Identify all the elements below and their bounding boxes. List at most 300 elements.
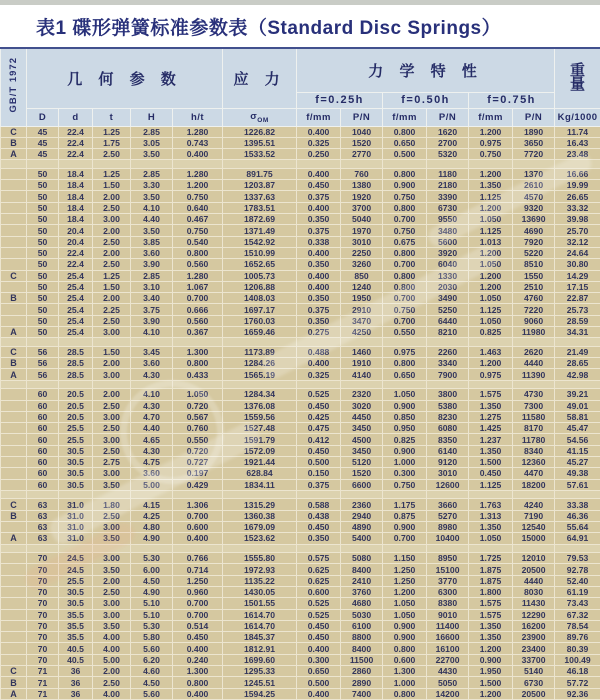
- value-cell: 7900: [427, 369, 469, 380]
- series-label-cell: [1, 586, 27, 597]
- value-cell: 0.412: [297, 434, 341, 445]
- value-cell: 1950: [341, 293, 383, 304]
- table-row: [1, 522, 600, 533]
- value-cell: 1.200: [469, 281, 513, 292]
- value-cell: 0.467: [173, 214, 223, 225]
- value-cell: 3.50: [131, 191, 173, 202]
- value-cell: 14200: [427, 688, 469, 699]
- value-cell: 1.725: [469, 553, 513, 564]
- value-cell: 5.10: [131, 609, 173, 620]
- series-label-cell: [1, 168, 27, 179]
- series-label-cell: A: [1, 688, 27, 699]
- series-label-cell: C: [1, 270, 27, 281]
- value-cell: 22.4: [59, 126, 93, 137]
- value-cell: 20.4: [59, 225, 93, 236]
- table-row: [1, 180, 600, 191]
- table-row: [1, 564, 600, 575]
- value-cell: 6.20: [131, 654, 173, 665]
- col-sigma: $\sigma_{OM}$: [223, 108, 297, 126]
- value-cell: 2.50: [93, 259, 131, 270]
- series-label-cell: [1, 191, 27, 202]
- value-cell: 1.875: [469, 575, 513, 586]
- series-label-cell: [1, 236, 27, 247]
- value-cell: 0.400: [173, 688, 223, 699]
- value-cell: 0.438: [297, 510, 341, 521]
- value-cell: 0.900: [383, 632, 427, 643]
- value-cell: 0.900: [383, 620, 427, 631]
- col-d: d: [59, 108, 93, 126]
- value-cell: 20.5: [59, 389, 93, 400]
- value-cell: 0.350: [297, 293, 341, 304]
- header-deflection-025h: f=0.25h: [297, 92, 383, 108]
- value-cell: 1.125: [469, 191, 513, 202]
- value-cell: 4.70: [131, 411, 173, 422]
- value-cell: 18.4: [59, 168, 93, 179]
- value-cell: 1.200: [173, 180, 223, 191]
- value-cell: 2.50: [93, 149, 131, 160]
- value-cell: 0.750: [383, 225, 427, 236]
- value-cell: 25.4: [59, 270, 93, 281]
- group-separator-row: [1, 160, 600, 169]
- value-cell: 50: [27, 259, 59, 270]
- value-cell: 0.425: [297, 411, 341, 422]
- value-cell: 0.900: [383, 400, 427, 411]
- value-cell: 2.85: [131, 126, 173, 137]
- value-cell: 70: [27, 598, 59, 609]
- group-separator-row: [1, 338, 600, 347]
- value-cell: 0.450: [469, 468, 513, 479]
- value-cell: 1.25: [93, 168, 131, 179]
- value-cell: 3.00: [93, 598, 131, 609]
- col-p1: P/N: [341, 108, 383, 126]
- value-cell: 26.65: [555, 191, 600, 202]
- value-cell: 0.450: [297, 522, 341, 533]
- value-cell: 1.313: [469, 510, 513, 521]
- value-cell: 2030: [427, 281, 469, 292]
- value-cell: 79.53: [555, 553, 600, 564]
- col-h-t: h/t: [173, 108, 223, 126]
- value-cell: 7190: [513, 510, 555, 521]
- value-cell: 2.00: [93, 358, 131, 369]
- value-cell: 1380: [341, 180, 383, 191]
- value-cell: 0.400: [297, 643, 341, 654]
- value-cell: 1206.88: [223, 281, 297, 292]
- value-cell: 0.700: [383, 259, 427, 270]
- value-cell: 1.200: [469, 202, 513, 213]
- value-cell: 1173.89: [223, 346, 297, 357]
- group-separator-row: [1, 380, 600, 389]
- value-cell: 24.5: [59, 564, 93, 575]
- value-cell: 3.85: [131, 236, 173, 247]
- value-cell: 8030: [513, 586, 555, 597]
- value-cell: 4.00: [93, 688, 131, 699]
- series-label-cell: [1, 423, 27, 434]
- value-cell: 1760.03: [223, 315, 297, 326]
- value-cell: 33.32: [555, 202, 600, 213]
- value-cell: 6730: [513, 677, 555, 688]
- value-cell: 4760: [513, 293, 555, 304]
- value-cell: 9320: [513, 202, 555, 213]
- value-cell: 3.30: [131, 180, 173, 191]
- value-cell: 16600: [427, 632, 469, 643]
- value-cell: 2.00: [93, 389, 131, 400]
- value-cell: 1315.29: [223, 499, 297, 510]
- table-row: [1, 643, 600, 654]
- value-cell: 11.74: [555, 126, 600, 137]
- value-cell: 0.400: [297, 270, 341, 281]
- value-cell: 4440: [513, 575, 555, 586]
- value-cell: 73.43: [555, 598, 600, 609]
- value-cell: 0.197: [173, 468, 223, 479]
- value-cell: 1370: [513, 168, 555, 179]
- value-cell: 50: [27, 168, 59, 179]
- series-label-cell: [1, 522, 27, 533]
- value-cell: 1.125: [469, 479, 513, 490]
- value-cell: 45: [27, 149, 59, 160]
- header-deflection-075h: f=0.75h: [469, 92, 555, 108]
- value-cell: 1591.79: [223, 434, 297, 445]
- value-cell: 3010: [341, 236, 383, 247]
- value-cell: 0.400: [297, 688, 341, 699]
- value-cell: 0.525: [297, 389, 341, 400]
- value-cell: 30.5: [59, 445, 93, 456]
- series-label-cell: [1, 632, 27, 643]
- value-cell: 3.75: [131, 304, 173, 315]
- value-cell: 0.600: [297, 586, 341, 597]
- value-cell: 1.80: [93, 499, 131, 510]
- series-label-cell: [1, 180, 27, 191]
- value-cell: 0.800: [383, 202, 427, 213]
- value-cell: 23.48: [555, 149, 600, 160]
- value-cell: 1.067: [173, 281, 223, 292]
- value-cell: 1.200: [469, 358, 513, 369]
- value-cell: 60: [27, 434, 59, 445]
- col-f2: f/mm: [383, 108, 427, 126]
- series-label-cell: B: [1, 358, 27, 369]
- value-cell: 1510.99: [223, 247, 297, 258]
- value-cell: 1430.05: [223, 586, 297, 597]
- value-cell: 40.5: [59, 654, 93, 665]
- value-cell: 28.59: [555, 315, 600, 326]
- value-cell: 6100: [341, 620, 383, 631]
- value-cell: 4570: [513, 191, 555, 202]
- value-cell: 50: [27, 281, 59, 292]
- col-H: H: [131, 108, 173, 126]
- value-cell: 1.280: [173, 126, 223, 137]
- value-cell: 63: [27, 499, 59, 510]
- value-cell: 1697.17: [223, 304, 297, 315]
- value-cell: 850: [341, 270, 383, 281]
- value-cell: 0.240: [173, 654, 223, 665]
- value-cell: 1.125: [469, 225, 513, 236]
- value-cell: 1.350: [469, 445, 513, 456]
- value-cell: 0.950: [383, 423, 427, 434]
- value-cell: 2.50: [93, 202, 131, 213]
- value-cell: 1408.03: [223, 293, 297, 304]
- value-cell: 0.800: [173, 247, 223, 258]
- value-cell: 78.54: [555, 620, 600, 631]
- series-label-cell: [1, 598, 27, 609]
- value-cell: 36: [59, 666, 93, 677]
- value-cell: 3700: [341, 202, 383, 213]
- value-cell: 1.050: [469, 533, 513, 544]
- table-row: [1, 304, 600, 315]
- header-weight-line2: 量: [570, 76, 586, 94]
- value-cell: 1.200: [469, 247, 513, 258]
- value-cell: 9550: [427, 214, 469, 225]
- value-cell: 1.237: [469, 434, 513, 445]
- value-cell: 25.5: [59, 575, 93, 586]
- value-cell: 8800: [341, 632, 383, 643]
- value-cell: 1.50: [93, 346, 131, 357]
- value-cell: 0.500: [297, 677, 341, 688]
- value-cell: 1245.51: [223, 677, 297, 688]
- series-label-cell: [1, 281, 27, 292]
- value-cell: 3.05: [131, 137, 173, 148]
- value-cell: 2.50: [93, 236, 131, 247]
- value-cell: 2.50: [93, 445, 131, 456]
- value-cell: 0.600: [383, 654, 427, 665]
- group-separator-row: [1, 490, 600, 499]
- table-row: [1, 225, 600, 236]
- value-cell: 1.500: [469, 677, 513, 688]
- value-cell: 0.750: [469, 149, 513, 160]
- value-cell: 1614.70: [223, 620, 297, 631]
- value-cell: 1620: [427, 126, 469, 137]
- value-cell: 1920: [341, 191, 383, 202]
- value-cell: 0.800: [383, 270, 427, 281]
- value-cell: 11430: [513, 598, 555, 609]
- value-cell: 22700: [427, 654, 469, 665]
- value-cell: 1040: [341, 126, 383, 137]
- value-cell: 50: [27, 202, 59, 213]
- value-cell: 5.60: [131, 643, 173, 654]
- series-label-cell: C: [1, 666, 27, 677]
- value-cell: 3450: [341, 423, 383, 434]
- value-cell: 5120: [341, 457, 383, 468]
- value-cell: 12600: [427, 479, 469, 490]
- value-cell: 0.560: [173, 315, 223, 326]
- value-cell: 8950: [427, 553, 469, 564]
- value-cell: 25.70: [555, 225, 600, 236]
- value-cell: 0.575: [297, 553, 341, 564]
- value-cell: 4.10: [131, 389, 173, 400]
- value-cell: 0.150: [297, 468, 341, 479]
- value-cell: 3.00: [93, 411, 131, 422]
- value-cell: 1.350: [469, 180, 513, 191]
- value-cell: 4.50: [131, 677, 173, 688]
- value-cell: 60: [27, 400, 59, 411]
- value-cell: 1.250: [383, 575, 427, 586]
- value-cell: 70: [27, 620, 59, 631]
- value-cell: 20500: [513, 688, 555, 699]
- value-cell: 61.19: [555, 586, 600, 597]
- value-cell: 1910: [341, 358, 383, 369]
- value-cell: 0.350: [297, 315, 341, 326]
- table-row: [1, 586, 600, 597]
- value-cell: 0.450: [297, 445, 341, 456]
- value-cell: 71: [27, 666, 59, 677]
- standard-code-label: GB/T 1972: [7, 57, 19, 113]
- value-cell: 0.700: [383, 315, 427, 326]
- value-cell: 4500: [341, 434, 383, 445]
- value-cell: 1371.49: [223, 225, 297, 236]
- value-cell: 1.350: [469, 522, 513, 533]
- value-cell: 3010: [427, 468, 469, 479]
- value-cell: 45.47: [555, 423, 600, 434]
- value-cell: 6600: [341, 479, 383, 490]
- value-cell: 1.200: [469, 168, 513, 179]
- value-cell: 0.375: [297, 225, 341, 236]
- value-cell: 1594.25: [223, 688, 297, 699]
- value-cell: 2.50: [93, 423, 131, 434]
- value-cell: 0.650: [383, 137, 427, 148]
- value-cell: 3.10: [131, 281, 173, 292]
- value-cell: 1360.38: [223, 510, 297, 521]
- value-cell: 4.80: [131, 522, 173, 533]
- series-label-cell: A: [1, 533, 27, 544]
- value-cell: 1.950: [469, 666, 513, 677]
- value-cell: 0.475: [297, 423, 341, 434]
- value-cell: 8340: [513, 445, 555, 456]
- value-cell: 1.50: [93, 281, 131, 292]
- value-cell: 0.750: [383, 304, 427, 315]
- value-cell: 0.600: [173, 522, 223, 533]
- value-cell: 4430: [427, 666, 469, 677]
- table-row: [1, 666, 600, 677]
- value-cell: 2180: [427, 180, 469, 191]
- value-cell: 20.5: [59, 411, 93, 422]
- value-cell: 2620: [513, 346, 555, 357]
- value-cell: 1542.92: [223, 236, 297, 247]
- value-cell: 2610: [513, 180, 555, 191]
- value-cell: 0.450: [297, 620, 341, 631]
- value-cell: 3.00: [93, 369, 131, 380]
- value-cell: 45: [27, 126, 59, 137]
- value-cell: 1.25: [93, 270, 131, 281]
- value-cell: 50: [27, 293, 59, 304]
- value-cell: 50: [27, 247, 59, 258]
- value-cell: 2320: [341, 389, 383, 400]
- value-cell: 4.90: [131, 586, 173, 597]
- value-cell: 891.75: [223, 168, 297, 179]
- value-cell: 3.50: [93, 533, 131, 544]
- value-cell: 6.00: [131, 564, 173, 575]
- value-cell: 5380: [427, 400, 469, 411]
- series-label-cell: [1, 389, 27, 400]
- value-cell: 1.200: [383, 586, 427, 597]
- value-cell: 12540: [513, 522, 555, 533]
- value-cell: 30.5: [59, 479, 93, 490]
- value-cell: 0.500: [383, 149, 427, 160]
- value-cell: 1.575: [469, 598, 513, 609]
- value-cell: 19.99: [555, 180, 600, 191]
- value-cell: 5.00: [93, 654, 131, 665]
- value-cell: 5.10: [131, 598, 173, 609]
- value-cell: 1.150: [383, 553, 427, 564]
- value-cell: 1523.62: [223, 533, 297, 544]
- value-cell: 3450: [341, 445, 383, 456]
- value-cell: 0.588: [297, 499, 341, 510]
- value-cell: 0.650: [383, 369, 427, 380]
- value-cell: 60: [27, 468, 59, 479]
- value-cell: 1.275: [469, 411, 513, 422]
- value-cell: 1.050: [469, 315, 513, 326]
- series-label-cell: A: [1, 327, 27, 338]
- value-cell: 2360: [341, 499, 383, 510]
- value-cell: 0.375: [297, 479, 341, 490]
- table-row: [1, 423, 600, 434]
- value-cell: 1337.63: [223, 191, 297, 202]
- value-cell: 0.550: [173, 434, 223, 445]
- value-cell: 15000: [513, 533, 555, 544]
- value-cell: 0.720: [173, 400, 223, 411]
- value-cell: 3.00: [93, 553, 131, 564]
- table-row: [1, 654, 600, 665]
- value-cell: 7220: [513, 304, 555, 315]
- value-cell: 80.39: [555, 643, 600, 654]
- header-weight: [555, 48, 600, 108]
- value-cell: 1.300: [173, 346, 223, 357]
- value-cell: 3.90: [131, 315, 173, 326]
- value-cell: 16.66: [555, 168, 600, 179]
- value-cell: 0.525: [297, 598, 341, 609]
- series-label-cell: [1, 247, 27, 258]
- value-cell: 63: [27, 522, 59, 533]
- value-cell: 1.350: [469, 400, 513, 411]
- value-cell: 1226.82: [223, 126, 297, 137]
- value-cell: 3.60: [131, 247, 173, 258]
- value-cell: 1890: [513, 126, 555, 137]
- value-cell: 1.575: [469, 609, 513, 620]
- value-cell: 0.514: [173, 620, 223, 631]
- value-cell: 4.25: [131, 510, 173, 521]
- value-cell: 20.4: [59, 236, 93, 247]
- value-cell: 10400: [427, 533, 469, 544]
- value-cell: 50: [27, 270, 59, 281]
- value-cell: 2.00: [93, 666, 131, 677]
- value-cell: 16100: [427, 643, 469, 654]
- value-cell: 4.40: [131, 423, 173, 434]
- value-cell: 18.4: [59, 191, 93, 202]
- value-cell: 1527.48: [223, 423, 297, 434]
- value-cell: 70: [27, 553, 59, 564]
- value-cell: 3.60: [131, 468, 173, 479]
- value-cell: 1.050: [383, 598, 427, 609]
- value-cell: 4.00: [93, 643, 131, 654]
- value-cell: 0.567: [173, 411, 223, 422]
- value-cell: 58.81: [555, 411, 600, 422]
- value-cell: 1203.87: [223, 180, 297, 191]
- value-cell: 0.650: [297, 666, 341, 677]
- value-cell: 2.00: [93, 293, 131, 304]
- value-cell: 5250: [427, 304, 469, 315]
- value-cell: 33.38: [555, 499, 600, 510]
- value-cell: 0.750: [383, 479, 427, 490]
- value-cell: 4.10: [131, 202, 173, 213]
- value-cell: 6140: [427, 445, 469, 456]
- value-cell: 0.850: [383, 411, 427, 422]
- value-cell: 0.766: [173, 553, 223, 564]
- series-label-cell: A: [1, 149, 27, 160]
- value-cell: 4680: [341, 598, 383, 609]
- value-cell: 0.750: [173, 191, 223, 202]
- table-row: [1, 457, 600, 468]
- series-label-cell: A: [1, 369, 27, 380]
- value-cell: 0.743: [173, 137, 223, 148]
- value-cell: 22.4: [59, 137, 93, 148]
- table-row: [1, 281, 600, 292]
